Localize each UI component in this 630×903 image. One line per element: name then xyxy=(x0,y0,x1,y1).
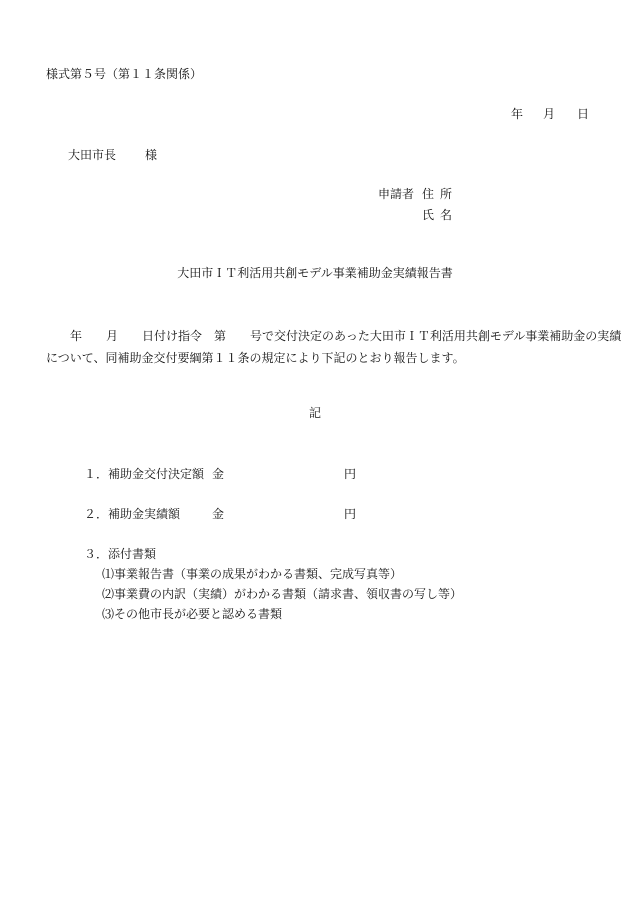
ki-heading: 記 xyxy=(308,406,321,420)
document-title: 大田市ＩＴ利活用共創モデル事業補助金実績報告書 xyxy=(177,266,453,280)
item-grant-actual-amount-kin: 金 xyxy=(212,507,225,521)
address-label: 住所 xyxy=(422,187,459,201)
body-line-2: について、同補助金交付要綱第１１条の規定により下記のとおり報告します。 xyxy=(46,351,465,365)
attachment-item: ⑶その他市長が必要と認める書類 xyxy=(102,607,283,621)
addressee-honorific: 様 xyxy=(145,148,158,162)
item-grant-decision-amount-kin: 金 xyxy=(212,467,225,481)
name-label: 氏名 xyxy=(422,208,459,222)
body-line-1: 年 月 日付け指令 第 号で交付決定のあった大田市ＩＴ利活用共創モデル事業補助金の実績 xyxy=(46,329,622,343)
attachment-item: ⑵事業費の内訳（実績）がわかる書類（請求書、領収書の写し等） xyxy=(102,587,463,601)
item-grant-decision-amount-label: １．補助金交付決定額 xyxy=(84,467,205,481)
item-attachments-label: ３．添付書類 xyxy=(84,547,157,561)
attachment-item: ⑴事業報告書（事業の成果がわかる書類、完成写真等） xyxy=(102,567,403,581)
date-month-label: 月 xyxy=(543,107,556,121)
item-grant-actual-amount-label: ２．補助金実績額 xyxy=(84,507,181,521)
item-grant-decision-amount-yen: 円 xyxy=(344,467,357,481)
addressee-name: 大田市長 xyxy=(68,148,117,162)
date-year-label: 年 xyxy=(511,107,524,121)
date-day-label: 日 xyxy=(577,107,590,121)
form-number: 様式第５号（第１１条関係） xyxy=(46,67,203,81)
item-grant-actual-amount-yen: 円 xyxy=(344,507,357,521)
applicant-label: 申請者 xyxy=(378,187,415,201)
body-paragraph xyxy=(46,325,622,369)
